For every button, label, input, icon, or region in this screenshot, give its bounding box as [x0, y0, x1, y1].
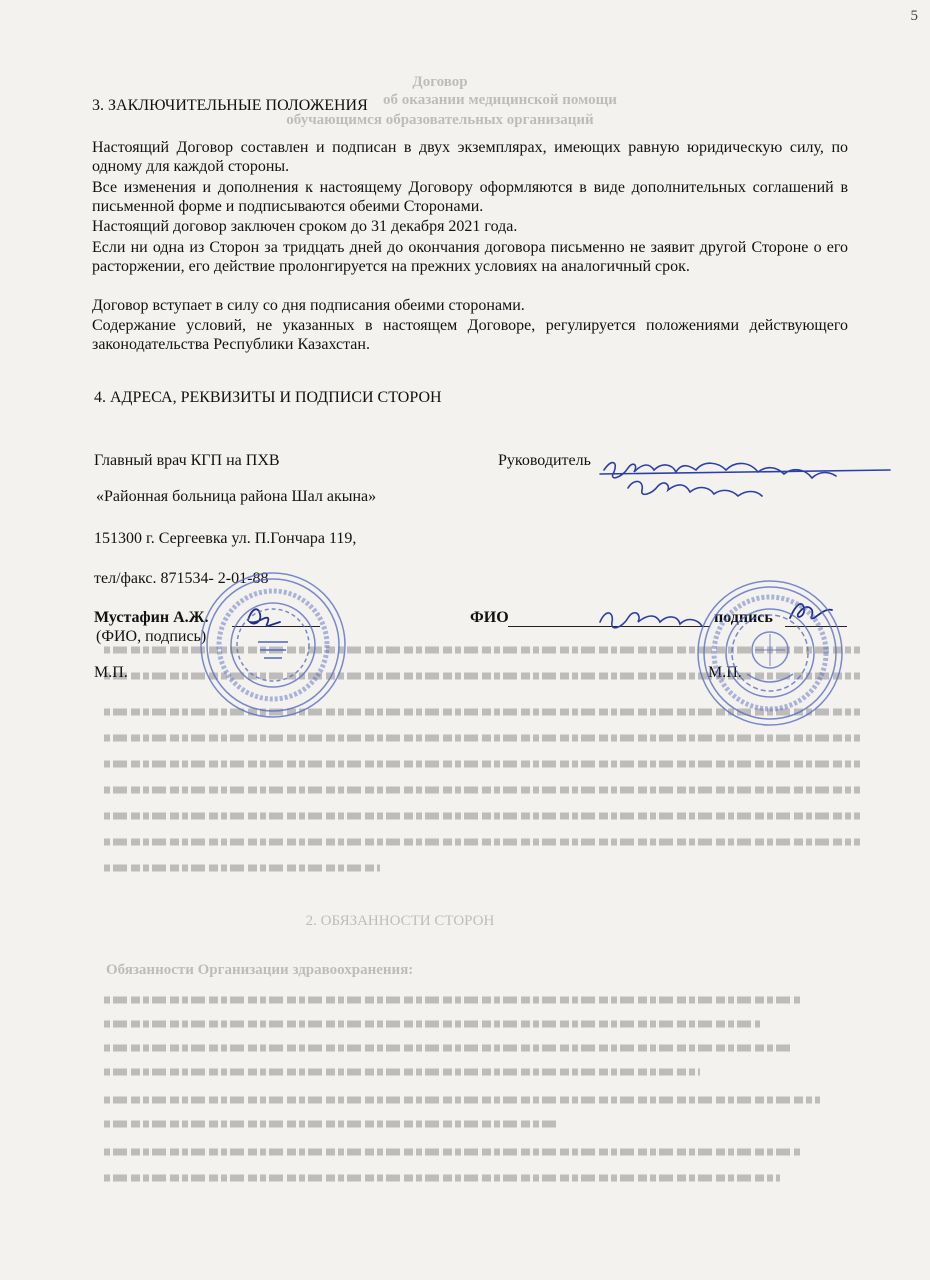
handwritten-underline [600, 470, 890, 474]
right-round-seal [695, 578, 845, 728]
left-seal-label: М.П. [94, 664, 128, 681]
bleed-line-3: 2. ОБЯЗАННОСТИ СТОРОН [305, 913, 495, 929]
left-party-signer: Мустафин А.Ж. [94, 609, 209, 626]
page-number: 5 [910, 8, 918, 24]
left-round-seal [198, 570, 348, 720]
right-party-title: Руководитель [498, 452, 591, 469]
left-sign-caption: (ФИО, подпись) [96, 628, 207, 645]
paragraph-effective-date: Договор вступает в силу со дня подписания обеими сторонами. [92, 297, 525, 314]
paragraph-amendments: Все изменения и дополнения к настоящему Договору оформляются в виде дополнительных соглашений в письменной форме и подписываются обеими Сторонами. [92, 179, 848, 215]
bleed-line-2: обучающимся образовательных организаций [286, 112, 594, 128]
right-fio-line [508, 626, 710, 627]
left-party-org: «Районная больница района Шал акына» [96, 488, 377, 505]
bleed-line-4: Обязанности Организации здравоохранения: [106, 962, 414, 978]
bleed-title: Договор [412, 74, 468, 90]
paragraph-prolongation: Если ни одна из Сторон за тридцать дней до окончания договора письменно не заявит другой Стороне о его расторжении, его действие пролонгируется на прежних условиях на аналогичный срок. [92, 239, 848, 275]
right-fio-label: ФИО [470, 609, 509, 626]
left-party-phone: тел/факс. 871534- 2-01-88 [94, 570, 269, 587]
paragraph-copies: Настоящий Договор составлен и подписан в двух экземплярах, имеющих равную юридическую силу, по одному для каждой стороны. [92, 139, 848, 175]
bleed-line-1: об оказании медицинской помощи [383, 92, 617, 108]
section-3-heading: 3. ЗАКЛЮЧИТЕЛЬНЫЕ ПОЛОЖЕНИЯ [92, 97, 368, 114]
paragraph-legislation: Содержание условий, не указанных в настоящем Договоре, регулируется положениями действующего законодательства Республики Казахстан. [92, 317, 848, 353]
section-4-heading: 4. АДРЕСА, РЕКВИЗИТЫ И ПОДПИСИ СТОРОН [94, 389, 442, 406]
handwritten-position-line1 [604, 463, 836, 478]
right-seal-label: М.П. [708, 664, 742, 681]
left-party-address: 151300 г. Сергеевка ул. П.Гончара 119, [94, 530, 357, 547]
handwritten-position-line2 [628, 481, 762, 496]
paragraph-term: Настоящий договор заключен сроком до 31 декабря 2021 года. [92, 218, 518, 235]
right-sign-label: подпись [714, 609, 773, 626]
left-party-title: Главный врач КГП на ПХВ [94, 452, 280, 469]
